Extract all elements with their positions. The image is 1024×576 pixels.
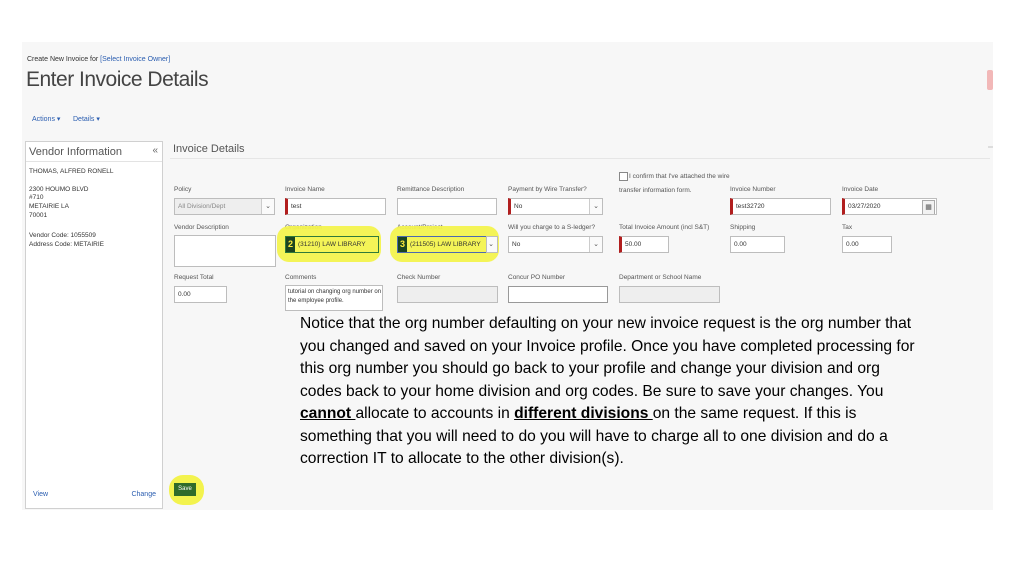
- department-input[interactable]: [619, 286, 720, 303]
- breadcrumb: [27, 56, 170, 63]
- request-total-label: Request Total: [174, 274, 214, 281]
- vendor-description-label: Vendor Description: [174, 224, 229, 231]
- change-link[interactable]: Change: [131, 491, 156, 498]
- invoice-date-value: 03/27/2020: [848, 203, 881, 210]
- vendor-panel-title: Vendor Information: [29, 146, 122, 158]
- invoice-date-input[interactable]: [842, 198, 937, 215]
- wire-transfer-label: Payment by Wire Transfer?: [508, 186, 587, 193]
- s-ledger-select[interactable]: [508, 236, 603, 253]
- invoice-number-input[interactable]: test32720: [730, 198, 831, 215]
- account-project-value: (211505) LAW LIBRARY: [410, 241, 481, 248]
- remittance-label: Remittance Description: [397, 186, 465, 193]
- divider: [26, 161, 162, 162]
- tax-input[interactable]: 0.00: [842, 236, 892, 253]
- shipping-input[interactable]: 0.00: [730, 236, 785, 253]
- step-number-badge: 2: [286, 237, 295, 252]
- note-text: Notice that the org number defaulting on your new invoice request is the org number that you changed and saved on your Invoice profile. Once you have completed processing for this org number you should go back to your profile and change your division and org codes back to your home division and org codes. Be sure to save your changes. You: [300, 315, 915, 400]
- vendor-information-panel: [25, 141, 163, 509]
- remittance-input[interactable]: [397, 198, 497, 215]
- vendor-code: Vendor Code: 1055509: [29, 232, 96, 239]
- calendar-icon[interactable]: ▦: [922, 200, 935, 215]
- concur-po-input[interactable]: [508, 286, 608, 303]
- comments-line: the employee profile.: [288, 298, 344, 304]
- invoice-name-input[interactable]: test: [285, 198, 386, 215]
- tutorial-note: [300, 313, 920, 471]
- total-amount-input[interactable]: 50.00: [619, 236, 669, 253]
- s-ledger-label: Will you charge to a S-ledger?: [508, 224, 596, 231]
- policy-select[interactable]: [174, 198, 275, 215]
- invoice-number-label: Invoice Number: [730, 186, 776, 193]
- wire-confirm-label: I confirm that I've attached the wire: [629, 173, 730, 180]
- organization-field[interactable]: [285, 236, 379, 253]
- details-menu[interactable]: Details ▾: [73, 116, 100, 123]
- vendor-name: THOMAS, ALFRED RONELL: [29, 168, 114, 175]
- actions-menu[interactable]: Actions ▾: [32, 116, 61, 123]
- note-text: allocate to accounts in: [355, 405, 515, 422]
- caret-down-icon: ⌄: [486, 237, 497, 252]
- department-label: Department or School Name: [619, 274, 702, 281]
- request-total-input[interactable]: 0.00: [174, 286, 227, 303]
- address-code: Address Code: METAIRIE: [29, 241, 105, 248]
- policy-value: All Division/Dept: [178, 203, 226, 210]
- concur-po-label: Concur PO Number: [508, 274, 566, 281]
- check-number-input[interactable]: [397, 286, 498, 303]
- wire-transfer-value: No: [514, 203, 523, 210]
- tax-label: Tax: [842, 224, 853, 231]
- collapse-left-icon[interactable]: «: [152, 145, 158, 156]
- invoice-date-label: Invoice Date: [842, 186, 879, 193]
- wire-transfer-select[interactable]: [508, 198, 603, 215]
- breadcrumb-prefix: Create New Invoice for: [27, 56, 99, 63]
- wire-confirm-label-2: transfer information form.: [619, 187, 692, 194]
- caret-down-icon: ⌄: [261, 199, 274, 214]
- divider: [170, 158, 990, 159]
- vendor-address-line: METAIRIE LA: [29, 203, 69, 210]
- divider: [988, 146, 993, 148]
- vendor-address-line: 70001: [29, 212, 48, 219]
- caret-down-icon: ⌄: [589, 199, 602, 214]
- note-emphasis-divisions: different divisions: [514, 405, 653, 422]
- wire-confirm-checkbox[interactable]: [619, 172, 628, 181]
- account-project-dropdown[interactable]: [486, 236, 498, 253]
- shipping-label: Shipping: [730, 224, 756, 231]
- comments-textarea[interactable]: [285, 285, 383, 311]
- save-button[interactable]: Save: [174, 483, 196, 496]
- view-link[interactable]: View: [33, 491, 49, 498]
- comments-label: Comments: [285, 274, 317, 281]
- check-number-label: Check Number: [397, 274, 441, 281]
- step-number-badge: 3: [398, 237, 407, 252]
- comments-line: tutorial on changing org number on: [288, 289, 382, 295]
- s-ledger-value: No: [512, 241, 521, 248]
- select-invoice-owner-link[interactable]: [Select Invoice Owner]: [100, 56, 171, 63]
- vendor-description-input[interactable]: [174, 235, 276, 267]
- feedback-tab[interactable]: [987, 70, 993, 90]
- total-amount-label: Total Invoice Amount (incl S&T): [619, 224, 710, 231]
- caret-down-icon: ⌄: [589, 237, 602, 252]
- policy-label: Policy: [174, 186, 192, 193]
- section-title: Invoice Details: [173, 143, 245, 155]
- note-text: on the same request. If this is something that you will need to do you will have to charge all to one division and do a correction IT to allocate to the other division(s).: [300, 405, 888, 467]
- vendor-address-line: 2300 HOUMO BLVD: [29, 186, 89, 193]
- page-title: Enter Invoice Details: [26, 68, 209, 91]
- account-project-field[interactable]: [397, 236, 497, 253]
- vendor-address-line: #710: [29, 194, 44, 201]
- note-emphasis-cannot: cannot: [300, 405, 356, 422]
- organization-value: (31210) LAW LIBRARY: [298, 241, 366, 248]
- invoice-name-label: Invoice Name: [285, 186, 325, 193]
